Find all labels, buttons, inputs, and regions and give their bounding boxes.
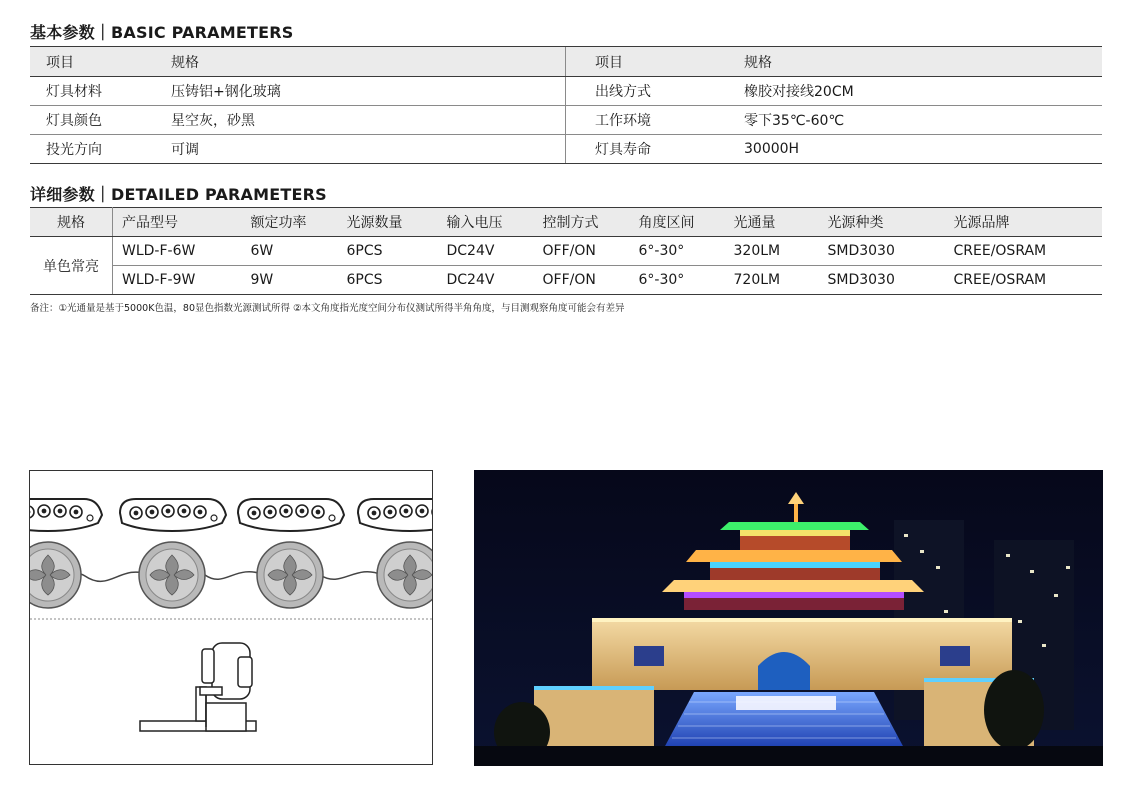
table-cell: 320LM: [725, 237, 819, 266]
footnote: 备注：①光通量是基于5000K色温，80显色指数光源测试所得 ②本文角度指光度空间分布仪测试所得半角角度，与目测观察角度可能会有差异: [30, 303, 625, 314]
table-cell: 可调: [171, 135, 566, 164]
product-line-drawing: [30, 471, 433, 765]
table-cell: WLD-F-9W: [113, 266, 242, 295]
table-cell: DC24V: [438, 237, 534, 266]
table-cell: 灯具颜色: [30, 106, 171, 135]
spec-cell: 单色常亮: [30, 237, 113, 295]
table-cell: SMD3030: [819, 266, 945, 295]
header-cell: 光通量: [725, 208, 819, 237]
header-cell: 额定功率: [242, 208, 338, 237]
table-cell: 6W: [242, 237, 338, 266]
table-cell: 6PCS: [338, 266, 438, 295]
table-cell: 灯具寿命: [566, 135, 745, 164]
product-drawing: [29, 470, 433, 765]
header-cell: 产品型号: [113, 208, 242, 237]
table-cell: 橡胶对接线20CM: [744, 77, 1102, 106]
table-cell: 灯具材料: [30, 77, 171, 106]
header-cell: 控制方式: [534, 208, 630, 237]
basic-parameters-title: 基本参数｜BASIC PARAMETERS: [30, 23, 294, 42]
header-cell: 光源品牌: [945, 208, 1103, 237]
table-cell: CREE/OSRAM: [945, 237, 1103, 266]
table-cell: 零下35℃-60℃: [744, 106, 1102, 135]
table-row: [30, 135, 1102, 164]
header-cell: 规格: [30, 208, 113, 237]
header-cell: 规格: [171, 47, 566, 77]
table-cell: SMD3030: [819, 237, 945, 266]
table-cell: OFF/ON: [534, 237, 630, 266]
header-cell: 光源种类: [819, 208, 945, 237]
table-cell: 6°-30°: [630, 237, 725, 266]
detailed-parameters-table: [30, 207, 1102, 295]
table-cell: 投光方向: [30, 135, 171, 164]
header-cell: 输入电压: [438, 208, 534, 237]
header-cell: 规格: [744, 47, 1102, 77]
header-cell: 项目: [566, 47, 745, 77]
table-row: [30, 266, 1102, 295]
table-cell: 工作环境: [566, 106, 745, 135]
header-cell: 光源数量: [338, 208, 438, 237]
table-row: [30, 237, 1102, 266]
table-cell: OFF/ON: [534, 266, 630, 295]
detailed-parameters-title: 详细参数｜DETAILED PARAMETERS: [30, 185, 327, 204]
table-cell: DC24V: [438, 266, 534, 295]
table-cell: 6°-30°: [630, 266, 725, 295]
application-photo: [474, 470, 1103, 766]
table-cell: 6PCS: [338, 237, 438, 266]
table-cell: 星空灰，砂黑: [171, 106, 566, 135]
table-cell: 30000H: [744, 135, 1102, 164]
header-cell: 项目: [30, 47, 171, 77]
table-header-row: [30, 47, 1102, 77]
header-cell: 角度区间: [630, 208, 725, 237]
table-cell: CREE/OSRAM: [945, 266, 1103, 295]
basic-parameters-table: [30, 46, 1102, 164]
table-cell: 出线方式: [566, 77, 745, 106]
table-cell: 压铸铝+钢化玻璃: [171, 77, 566, 106]
table-cell: 720LM: [725, 266, 819, 295]
table-cell: 9W: [242, 266, 338, 295]
table-header-row: [30, 208, 1102, 237]
illuminated-tower-photo: [474, 470, 1103, 766]
table-cell: WLD-F-6W: [113, 237, 242, 266]
table-row: [30, 106, 1102, 135]
table-row: [30, 77, 1102, 106]
